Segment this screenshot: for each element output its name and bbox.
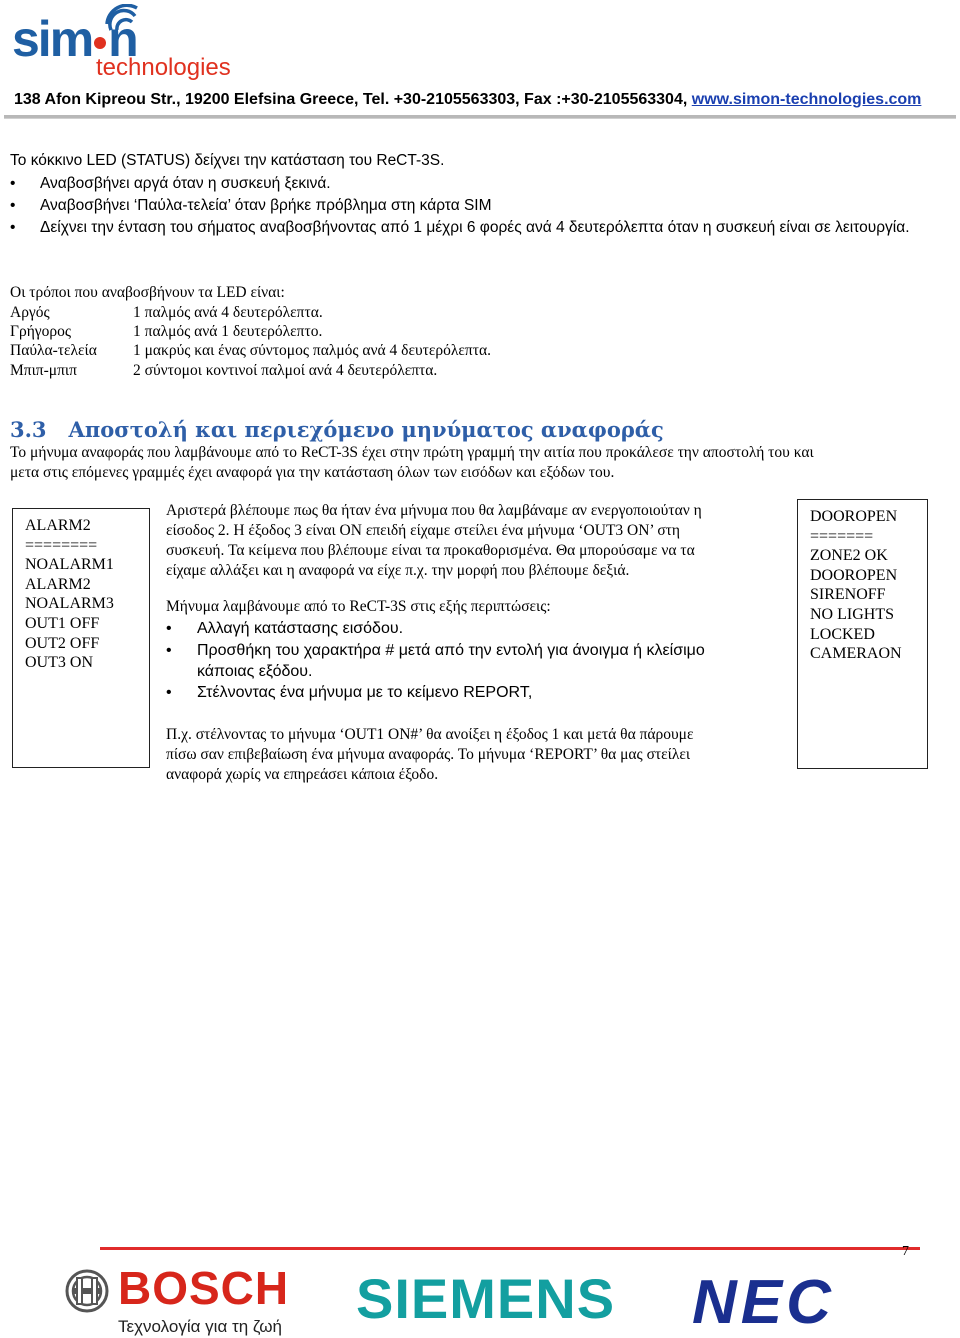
center-paragraph: [166, 501, 702, 581]
logo-subtitle: technologies: [96, 54, 231, 81]
section-intro-line: μετα στις επόμενες γραμμές έχει αναφορά για την κατάσταση όλων των εισόδων και εξόδων του.: [10, 464, 615, 481]
bosch-armature-icon: [64, 1268, 110, 1314]
report-line: NO LIGHTS: [810, 605, 894, 623]
cases-intro: Μήνυμα λαμβάνουμε από το ReCT-3S στις εξής περιπτώσεις:: [166, 598, 551, 615]
bullet-icon: •: [166, 642, 172, 659]
report-line: DOOROPEN: [810, 508, 898, 525]
address-text: 138 Afon Kipreou Str., 19200 Elefsina Greece, Tel. +30-2105563303, Fax :+30-2105563304,: [14, 91, 692, 108]
bullet-icon: •: [10, 219, 16, 236]
footer-divider: [100, 1247, 920, 1250]
logo-dot-icon: [94, 37, 106, 49]
text-line: πίσω σαν επιβεβαίωση ένα μήνυμα αναφοράς. Το μήνυμα ‘REPORT’ θα μας στείλει: [166, 746, 691, 763]
section-heading: 3.3 Αποστολή και περιεχόμενο μηνύματος αναφοράς: [10, 417, 664, 442]
custom-report-box: [797, 499, 928, 769]
website-link[interactable]: www.simon-technologies.com: [691, 91, 922, 108]
example-paragraph: [166, 725, 694, 785]
default-report-box: [12, 508, 150, 768]
report-line: NOALARM1: [25, 556, 114, 574]
text-line: αναφορά χωρίς να επηρεάσει κάποια έξοδο.: [166, 766, 439, 783]
bullet-icon: •: [10, 197, 16, 214]
bullet-icon: •: [166, 620, 172, 637]
report-line: LOCKED: [810, 625, 875, 643]
report-line: NOALARM3: [25, 595, 114, 613]
bullet-icon: •: [166, 684, 172, 701]
report-line: ALARM2: [25, 575, 91, 593]
bullet-icon: •: [10, 175, 16, 192]
report-line: CAMERAON: [810, 645, 902, 663]
page-number: 7: [902, 1244, 909, 1259]
company-address: [14, 90, 921, 110]
siemens-logo: SIEMENS: [356, 1267, 616, 1330]
modes-intro: Οι τρόποι που αναβοσβήνουν τα LED είναι:: [10, 284, 285, 301]
report-line: SIRENOFF: [810, 586, 886, 604]
report-line: OUT1 OFF: [25, 614, 100, 632]
report-line: =======: [810, 527, 874, 545]
text-line: είχαμε αλλάξει και η αναφορά να είχε π.χ. την μορφή που βλέπουμε δεξιά.: [166, 562, 630, 579]
section-intro-line: Το μήνυμα αναφοράς που λαμβάνουμε από το ReCT-3S έχει στην πρώτη γραμμή την αιτία που προκάλεσε την αποστολή του και: [10, 444, 814, 461]
led-intro: Το κόκκινο LED (STATUS) δείχνει την κατάσταση του ReCT-3S.: [10, 152, 445, 169]
bosch-logo: BOSCH: [118, 1262, 290, 1314]
report-line: OUT3 ON: [25, 654, 93, 672]
nec-logo: NEC: [692, 1268, 835, 1337]
report-line: ========: [25, 536, 98, 554]
text-line: είσοδος 2. Η έξοδος 3 είναι ON επειδή είχαμε στείλει ένα μήνυμα ‘OUT3 ON’ στη: [166, 522, 681, 539]
text-line: Αριστερά βλέπουμε πως θα ήταν ένα μήνυμα που θα λαμβάναμε αν ενεργοποιούταν η: [166, 502, 702, 519]
bosch-tagline: Τεχνολογία για τη ζωή: [118, 1317, 282, 1336]
text-line: συσκευή. Τα κείμενα που βλέπουμε είναι τα προκαθορισμένα. Θα μπορούσαμε να τα: [166, 542, 695, 559]
report-line: OUT2 OFF: [25, 634, 100, 652]
logo-text-sim: sim: [12, 11, 93, 67]
report-line: ALARM2: [25, 517, 91, 534]
logo-text-on: n: [108, 11, 137, 67]
report-line: ZONE2 OK: [810, 547, 888, 565]
report-line: DOOROPEN: [810, 566, 898, 584]
header-divider: [4, 115, 956, 119]
text-line: Π.χ. στέλνοντας το μήνυμα ‘OUT1 ON#’ θα ανοίξει η έξοδος 1 και μετά θα πάρουμε: [166, 726, 694, 743]
